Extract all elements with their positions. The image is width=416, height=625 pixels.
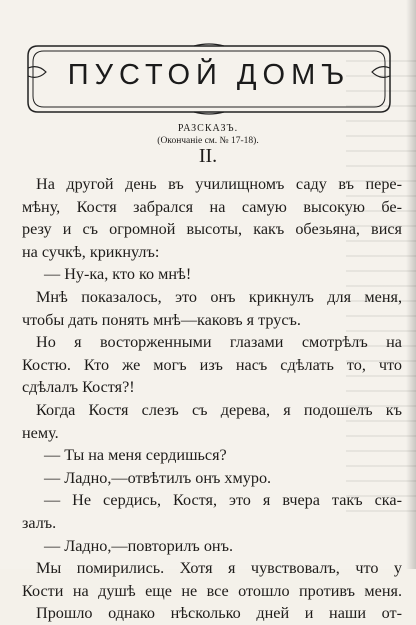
text-line: чтобы дать понять мнѣ—каковъ я трусъ. bbox=[22, 310, 301, 329]
text-line: на сучкѣ, крикнулъ: bbox=[22, 242, 160, 261]
text-line: Но я восторженными глазами смотрѣлъ на bbox=[36, 333, 402, 352]
page-edge-shadow bbox=[406, 0, 416, 569]
text-line: — Не сердись, Костя, это я вчера такъ ска- bbox=[44, 491, 402, 510]
text-line: — Ты на меня сердишься? bbox=[44, 446, 227, 465]
text-line: нему. bbox=[22, 423, 59, 442]
text-line: Мнѣ показалось, это онъ крикнулъ для меня, bbox=[36, 287, 402, 306]
text-line: На другой день въ училищномъ саду въ пере- bbox=[36, 175, 402, 193]
ornamental-title-frame bbox=[24, 42, 394, 116]
continuation-note: (Окончаніе см. № 17-18). bbox=[157, 136, 259, 146]
text-line: Мы помирились. Хотя я чувствовалъ, что у bbox=[36, 559, 402, 578]
text-line: Прошло однако нѣсколько дней и наши от- bbox=[36, 604, 402, 623]
text-line: — Ладно,—повторилъ онъ. bbox=[44, 536, 234, 555]
text-line: сдѣлалъ Костя?! bbox=[22, 378, 135, 397]
text-line: резу и съ огромной высоты, какъ обезьяна, вися bbox=[22, 220, 402, 239]
text-line: Костю. Кто же могъ изъ насъ сдѣлать то, что bbox=[22, 355, 402, 374]
text-line: — Ну-ка, кто ко мнѣ! bbox=[44, 265, 192, 284]
story-body bbox=[22, 173, 402, 625]
story-title: ПУСТОЙ ДОМЪ bbox=[67, 59, 351, 91]
text-line: мѣну, Костя забрался на самую высокую бе- bbox=[22, 197, 402, 216]
chapter-number: II. bbox=[198, 145, 218, 167]
text-line: Когда Костя слезъ съ дерева, я подошелъ къ bbox=[36, 400, 402, 419]
text-line: залъ. bbox=[22, 513, 57, 532]
genre-label: РАЗСКАЗЪ. bbox=[177, 123, 239, 134]
text-line: Кости на душѣ еще не все отошло противъ меня. bbox=[22, 581, 402, 600]
text-line: — Ладно,—отвѣтилъ онъ хмуро. bbox=[44, 468, 272, 487]
